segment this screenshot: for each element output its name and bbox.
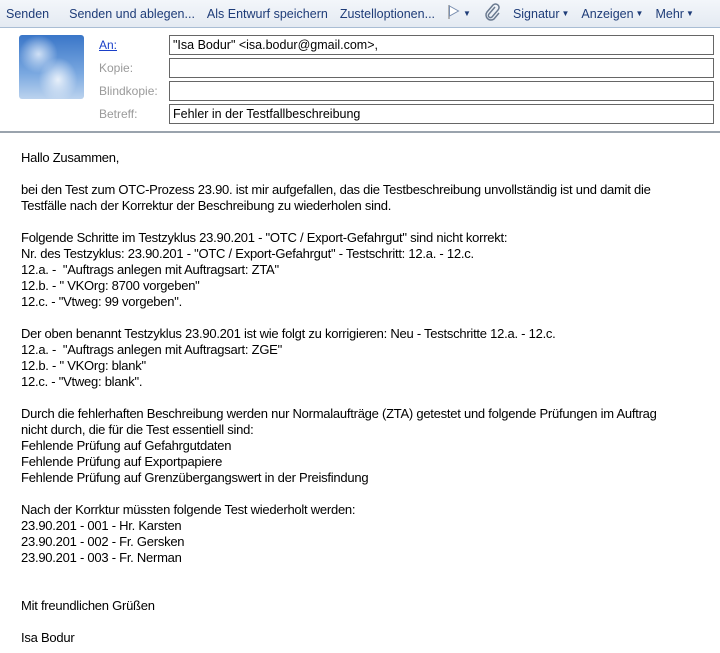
to-label-link[interactable]: An: [99,38,118,52]
more-menu[interactable] [649,7,699,21]
body-line: Fehlende Prüfung auf Grenzübergangswert in der Preisfindung [21,470,369,485]
body-line: Folgende Schritte im Testzyklus 23.90.201 - "OTC / Export-Gefahrgut" sind nicht korrekt: [21,230,508,245]
body-line [21,582,657,598]
to-row [99,35,719,55]
body-line [21,166,657,182]
cc-row [99,58,719,78]
sender-avatar [19,35,84,99]
save-draft-button[interactable]: Als Entwurf speichern [206,6,328,21]
paperclip-icon [483,3,501,24]
body-line: 12.c. - "Vtweg: blank". [21,374,143,389]
body-line [21,310,657,326]
more-label: Mehr [655,6,684,21]
message-header [0,29,720,133]
body-line: Fehlende Prüfung auf Exportpapiere [21,454,223,469]
body-line: 23.90.201 - 002 - Fr. Gersken [21,534,185,549]
signature-label: Signatur [512,6,560,21]
body-line: Der oben benannt Testzyklus 23.90.201 ist wie folgt zu korrigieren: Neu - Testschritte 12.a. - 12.c. [21,326,556,341]
bcc-field[interactable] [169,81,714,101]
body-line [21,390,657,406]
body-line: Mit freundlichen Grüßen [21,598,155,613]
view-menu[interactable] [575,7,649,21]
body-line: Testfälle nach der Korrektur der Beschreibung zu wiederholen sind. [21,198,392,213]
signature-menu[interactable] [507,7,575,21]
chevron-down-icon: ▼ [561,9,570,18]
body-line [21,486,657,502]
body-line: Nach der Korrktur müssten folgende Test wiederholt werden: [21,502,356,517]
chevron-down-icon: ▼ [463,9,471,18]
body-line: 23.90.201 - 003 - Fr. Nerman [21,550,182,565]
body-line: 12.c. - "Vtweg: 99 vorgeben". [21,294,182,309]
body-line: bei den Test zum OTC-Prozess 23.90. ist mir aufgefallen, das die Testbeschreibung unvollständig ist und damit die [21,182,651,197]
cc-label: Kopie: [99,61,134,75]
flag-icon [447,4,461,23]
body-line: Nr. des Testzyklus: 23.90.201 - "OTC / Export-Gefahrgut" - Testschritt: 12.a. - 12.c. [21,246,474,261]
body-line [21,614,657,630]
cc-field[interactable] [169,58,714,78]
attach-button[interactable] [477,3,507,24]
bcc-label: Blindkopie: [99,84,158,98]
body-line [21,214,657,230]
send-and-file-button[interactable]: Senden und ablegen... [69,6,195,21]
body-line: 12.b. - " VKOrg: 8700 vorgeben" [21,278,200,293]
subject-field[interactable]: Fehler in der Testfallbeschreibung [169,104,714,124]
bcc-row [99,81,719,101]
body-line: nicht durch, die für die Test essentiell sind: [21,422,254,437]
chevron-down-icon: ▼ [635,9,644,18]
subject-label: Betreff: [99,107,138,121]
to-field[interactable]: "Isa Bodur" <isa.bodur@gmail.com>, [169,35,714,55]
body-line [21,566,657,582]
body-line: 12.a. - "Auftrags anlegen mit Auftragsart: ZGE" [21,342,282,357]
view-label: Anzeigen [581,6,634,21]
body-line: Hallo Zusammen, [21,150,120,165]
delivery-options-button[interactable]: Zustelloptionen... [339,6,436,21]
body-line: 12.a. - "Auftrags anlegen mit Auftragsart: ZTA" [21,262,279,277]
subject-row [99,104,719,124]
body-line: 12.b. - " VKOrg: blank" [21,358,146,373]
body-line: Durch die fehlerhaften Beschreibung werden nur Normalaufträge (ZTA) getestet und folgende Prüfungen im Auftrag [21,406,657,421]
send-button[interactable]: Senden [6,6,50,21]
flag-button[interactable] [441,4,477,23]
body-line: Fehlende Prüfung auf Gefahrgutdaten [21,438,232,453]
body-line: 23.90.201 - 001 - Hr. Karsten [21,518,182,533]
message-body[interactable] [21,150,657,646]
chevron-down-icon: ▼ [685,9,694,18]
toolbar [0,0,720,28]
body-line: Isa Bodur [21,630,75,645]
